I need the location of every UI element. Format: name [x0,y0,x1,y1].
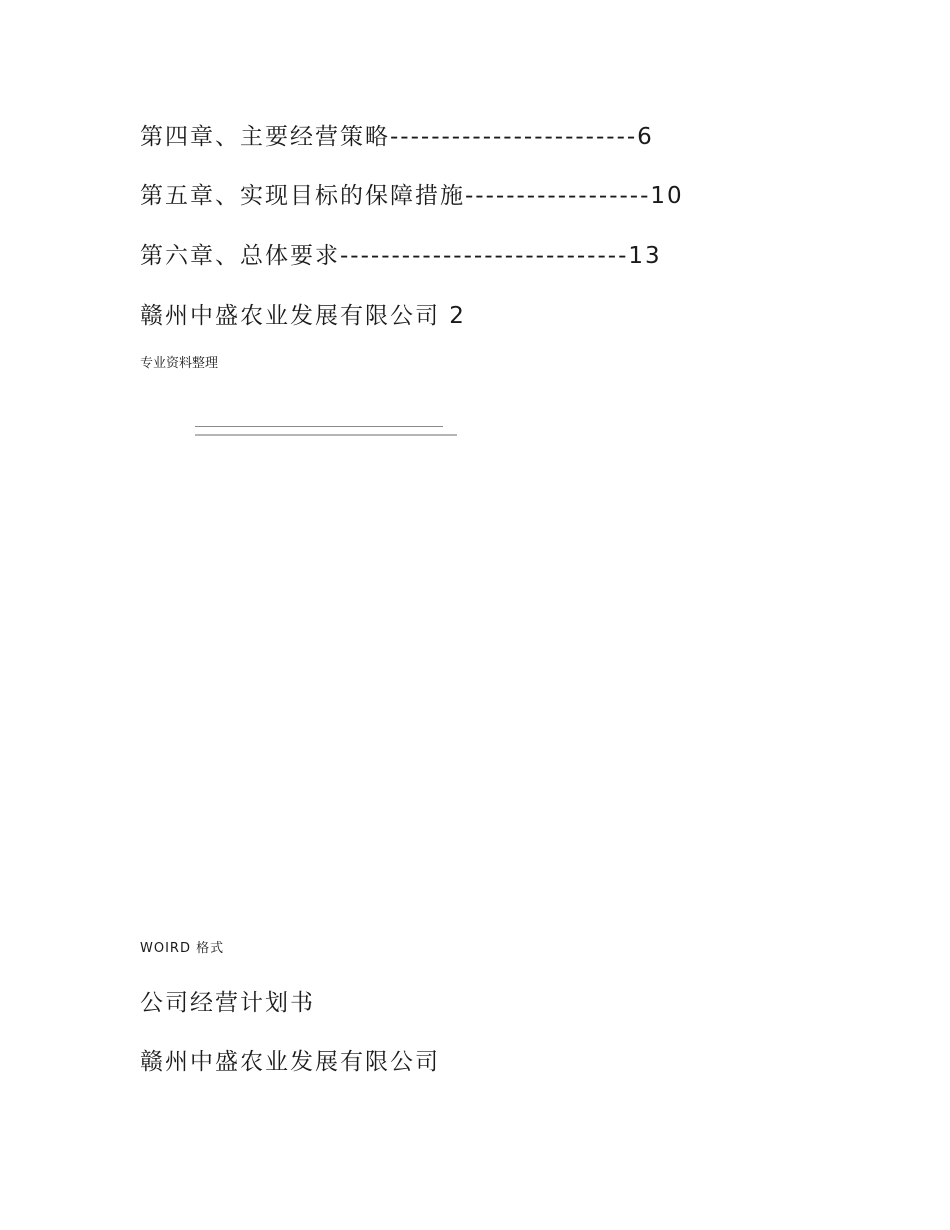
separator-line-secondary [195,434,457,436]
toc-entry-chapter-6: 第六章、总体要求----------------------------13 [140,243,662,269]
company-name: 赣州中盛农业发展有限公司 [140,1049,440,1075]
format-note: WOIRD 格式 [140,941,225,956]
professional-data-note: 专业资料整理 [140,356,219,371]
separator-line [195,426,443,427]
toc-entry-chapter-5: 第五章、实现目标的保障措施------------------10 [140,183,684,209]
toc-entry-chapter-4: 第四章、主要经营策略------------------------6 [140,124,654,150]
company-page-line: 赣州中盛农业发展有限公司 2 [140,303,466,329]
document-title: 公司经营计划书 [140,990,315,1016]
